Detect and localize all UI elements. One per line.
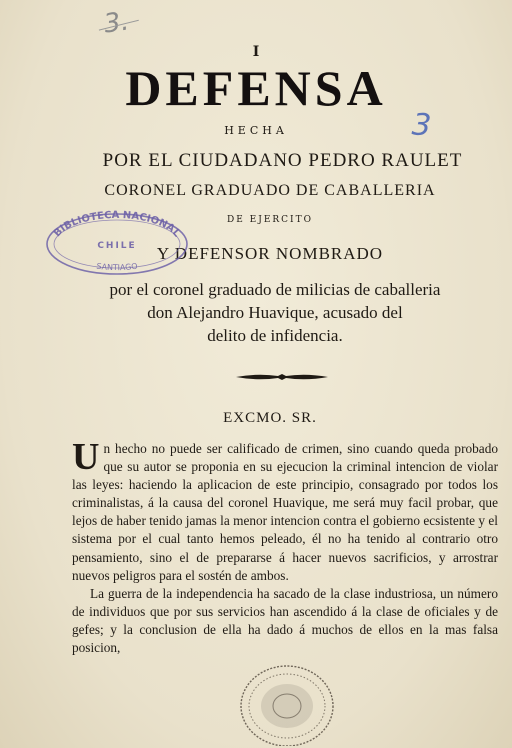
subtitle-line: delito de infidencia. <box>207 326 343 345</box>
rank-line: CORONEL GRADUADO DE CABALLERIA <box>104 182 436 199</box>
salutation: EXCMO. SR. <box>223 410 317 426</box>
svg-text:BIBLIOTECA NACIONAL <box>52 210 183 240</box>
author-line: POR EL CIUDADANO PEDRO RAULET <box>102 150 463 171</box>
svg-text:SANTIAGO <box>96 262 138 273</box>
role-line: Y DEFENSOR NOMBRADO <box>156 244 384 263</box>
drop-cap: U <box>72 436 100 478</box>
blue-annotation: 3 <box>410 107 433 144</box>
pencil-annotation: 3. <box>102 6 131 40</box>
subtitle-line: don Alejandro Huavique, acusado del <box>147 303 403 322</box>
subtitle-line: por el coronel graduado de milicias de caballeria <box>109 280 441 299</box>
paragraph-text: n hecho no puede ser calificado de crimen, sino cuando queda probado que su autor se proponia en su ejecucion la criminal intencion de violar las leyes: haciendo la aplicacion de este principio, consagrado por todos los criminalistas, á la causa del coronel Huavique, me será muy facil probar, que lejos de haber tenido jamas la menor intencion contra el gobierno ecsistente y el sistema por el cual tanto hemos peleado, él no ha tenido al contrario otro pensamiento, sino el de prepararse á hacer nuevos sacrificios, y arrostrar nuevos peligros para el sostén de ambos. <box>72 441 498 583</box>
paragraph: La guerra de la independencia ha sacado de la clase industriosa, un número de individuos que por sus servicios han ascendido á la clase de oficiales y de gefes; y la conclusion de ella ha dado á muchos de ellos en la mas falsa posicion, <box>72 585 498 656</box>
embossed-seal <box>236 660 338 746</box>
hecha-line: HECHA <box>224 124 288 137</box>
library-stamp <box>42 208 192 278</box>
stamp-bottom-text: SANTIAGO <box>95 261 139 273</box>
army-line: DE EJERCITO <box>227 215 313 225</box>
ornament-divider <box>234 372 330 382</box>
body-text <box>72 436 498 657</box>
page-number: I <box>252 44 260 60</box>
paragraph <box>72 436 498 585</box>
subtitle <box>0 278 512 347</box>
stamp-center-text: CHILE <box>97 241 137 251</box>
stamp-top-text: BIBLIOTECA NACIONAL <box>51 209 183 240</box>
document-title: DEFENSA <box>125 60 387 116</box>
